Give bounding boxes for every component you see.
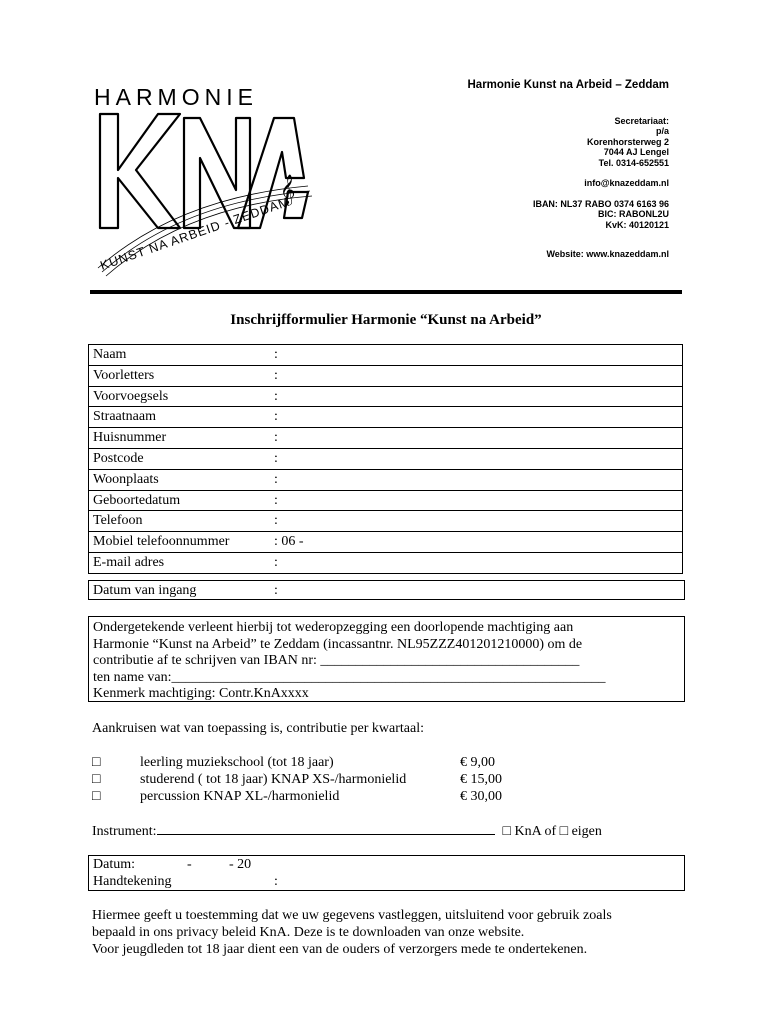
- start-date-value[interactable]: :: [274, 583, 278, 598]
- start-date-box[interactable]: [88, 580, 685, 600]
- field-row-mobiel[interactable]: [89, 532, 682, 553]
- phone-number: Tel. 0314-652551: [598, 157, 669, 168]
- start-date-label: Datum van ingang: [93, 583, 197, 598]
- kna-logo: [88, 78, 328, 278]
- field-row-voorletters[interactable]: [89, 366, 682, 387]
- field-label: Postcode: [93, 450, 144, 466]
- bic-code: BIC: RABONL2U: [598, 209, 669, 219]
- instrument-row: [92, 821, 602, 840]
- signature-box: [88, 855, 685, 891]
- logo-harmonie-text: HARMONIE: [94, 84, 258, 110]
- treble-clef-icon: 𝄞: [280, 175, 296, 205]
- instrument-input-line[interactable]: [157, 821, 495, 835]
- street-address: Korenhorsterweg 2: [586, 136, 669, 147]
- option-label: leerling muziekschool (tot 18 jaar): [140, 755, 334, 770]
- logo-tagline: KUNST NA ARBEID - ZEDDAM: [98, 194, 292, 273]
- privacy-line: Hiermee geeft u toestemming dat we uw gegevens vastleggen, uitsluitend voor gebruik zoals: [92, 908, 612, 923]
- option-label: percussion KNAP XL-/harmonielid: [140, 789, 340, 804]
- option-price: € 9,00: [460, 755, 495, 770]
- guardian-note: Voor jeugdleden tot 18 jaar dient een van de ouders of verzorgers mede te ondertekenen.: [92, 942, 588, 957]
- field-row-email[interactable]: [89, 553, 682, 573]
- iban-number: IBAN: NL37 RABO 0374 6163 96: [532, 198, 669, 209]
- field-value[interactable]: :: [274, 430, 278, 446]
- option-label: studerend ( tot 18 jaar) KNAP XS-/harmonielid: [140, 772, 407, 787]
- field-label: Huisnummer: [93, 430, 167, 446]
- field-value[interactable]: :: [274, 388, 278, 404]
- personal-data-table: [88, 344, 683, 574]
- checkbox-icon[interactable]: □: [92, 789, 101, 804]
- field-row-huisnummer[interactable]: [89, 428, 682, 449]
- field-label: Naam: [93, 347, 127, 362]
- option-row-leerling[interactable]: [92, 755, 532, 773]
- email-address: info@knazeddam.nl: [584, 178, 669, 188]
- field-value[interactable]: :: [274, 492, 278, 508]
- instrument-label: Instrument:: [92, 824, 157, 839]
- mandate-name-line[interactable]: ten name van:______________________________________________________________: [93, 669, 606, 685]
- mandate-iban-line[interactable]: contributie af te schrijven van IBAN nr: _____________________________________: [93, 653, 580, 668]
- contact-block: [468, 80, 670, 260]
- privacy-line: bepaald in ons privacy beleid KnA. Deze is te downloaden van onze website.: [92, 925, 525, 940]
- kvk-number: KvK: 40120121: [605, 219, 669, 230]
- field-value[interactable]: :: [274, 367, 278, 383]
- field-value[interactable]: : 06 -: [274, 534, 304, 550]
- field-value[interactable]: :: [274, 409, 278, 425]
- field-label: Telefoon: [93, 513, 143, 529]
- option-price: € 15,00: [460, 772, 502, 787]
- field-value[interactable]: :: [274, 347, 278, 362]
- field-value[interactable]: :: [274, 471, 278, 487]
- options-intro: Aankruisen wat van toepassing is, contributie per kwartaal:: [92, 721, 425, 736]
- field-row-straatnaam[interactable]: [89, 407, 682, 428]
- mandate-line: Harmonie “Kunst na Arbeid” te Zeddam (incassantnr. NL95ZZZ401201210000) om de: [93, 636, 583, 652]
- field-value[interactable]: :: [274, 554, 278, 570]
- checkbox-icon[interactable]: □: [92, 772, 101, 787]
- field-label: Voorvoegsels: [93, 388, 169, 404]
- form-title: Inschrijfformulier Harmonie “Kunst na Arbeid”: [230, 312, 542, 328]
- pa-label: p/a: [655, 126, 669, 136]
- date-year[interactable]: - 20: [229, 857, 252, 872]
- field-row-voorvoegsels[interactable]: [89, 387, 682, 408]
- field-label: Geboortedatum: [93, 492, 181, 508]
- logo-letter-k: [100, 114, 180, 228]
- field-label: E-mail adres: [93, 554, 165, 570]
- field-row-postcode[interactable]: [89, 449, 682, 470]
- option-price: € 30,00: [460, 789, 502, 804]
- website-link: Website: www.knazeddam.nl: [546, 249, 669, 259]
- instrument-ownership-choice[interactable]: □ KnA of □ eigen: [502, 824, 602, 839]
- signature-label: Handtekening: [93, 874, 172, 889]
- field-label: Woonplaats: [93, 471, 159, 487]
- sepa-mandate-box: [88, 616, 685, 702]
- checkbox-icon[interactable]: □: [92, 755, 101, 770]
- field-value[interactable]: :: [274, 450, 278, 466]
- privacy-notice: [92, 907, 612, 958]
- field-row-naam[interactable]: [89, 345, 682, 366]
- field-label: Voorletters: [93, 367, 155, 383]
- organization-name: Harmonie Kunst na Arbeid – Zeddam: [467, 79, 669, 91]
- field-label: Straatnaam: [93, 409, 156, 425]
- postal-city: 7044 AJ Lengel: [603, 147, 669, 157]
- date-label: Datum:: [93, 857, 135, 872]
- option-row-studerend[interactable]: [92, 772, 532, 790]
- field-row-telefoon[interactable]: [89, 511, 682, 532]
- field-label: Mobiel telefoonnummer: [93, 534, 230, 550]
- option-row-percussion[interactable]: [92, 789, 532, 807]
- signature-field[interactable]: :: [274, 874, 278, 889]
- mandate-line: Ondergetekende verleent hierbij tot wederopzegging een doorlopende machtiging aan: [93, 620, 574, 635]
- secretariat-label: Secretariaat:: [614, 115, 669, 126]
- date-separator[interactable]: -: [187, 857, 192, 872]
- field-value[interactable]: :: [274, 513, 278, 529]
- field-row-woonplaats[interactable]: [89, 470, 682, 491]
- header-divider: [90, 290, 682, 294]
- mandate-reference: Kenmerk machtiging: Contr.KnAxxxx: [93, 686, 309, 701]
- field-row-geboortedatum[interactable]: [89, 491, 682, 512]
